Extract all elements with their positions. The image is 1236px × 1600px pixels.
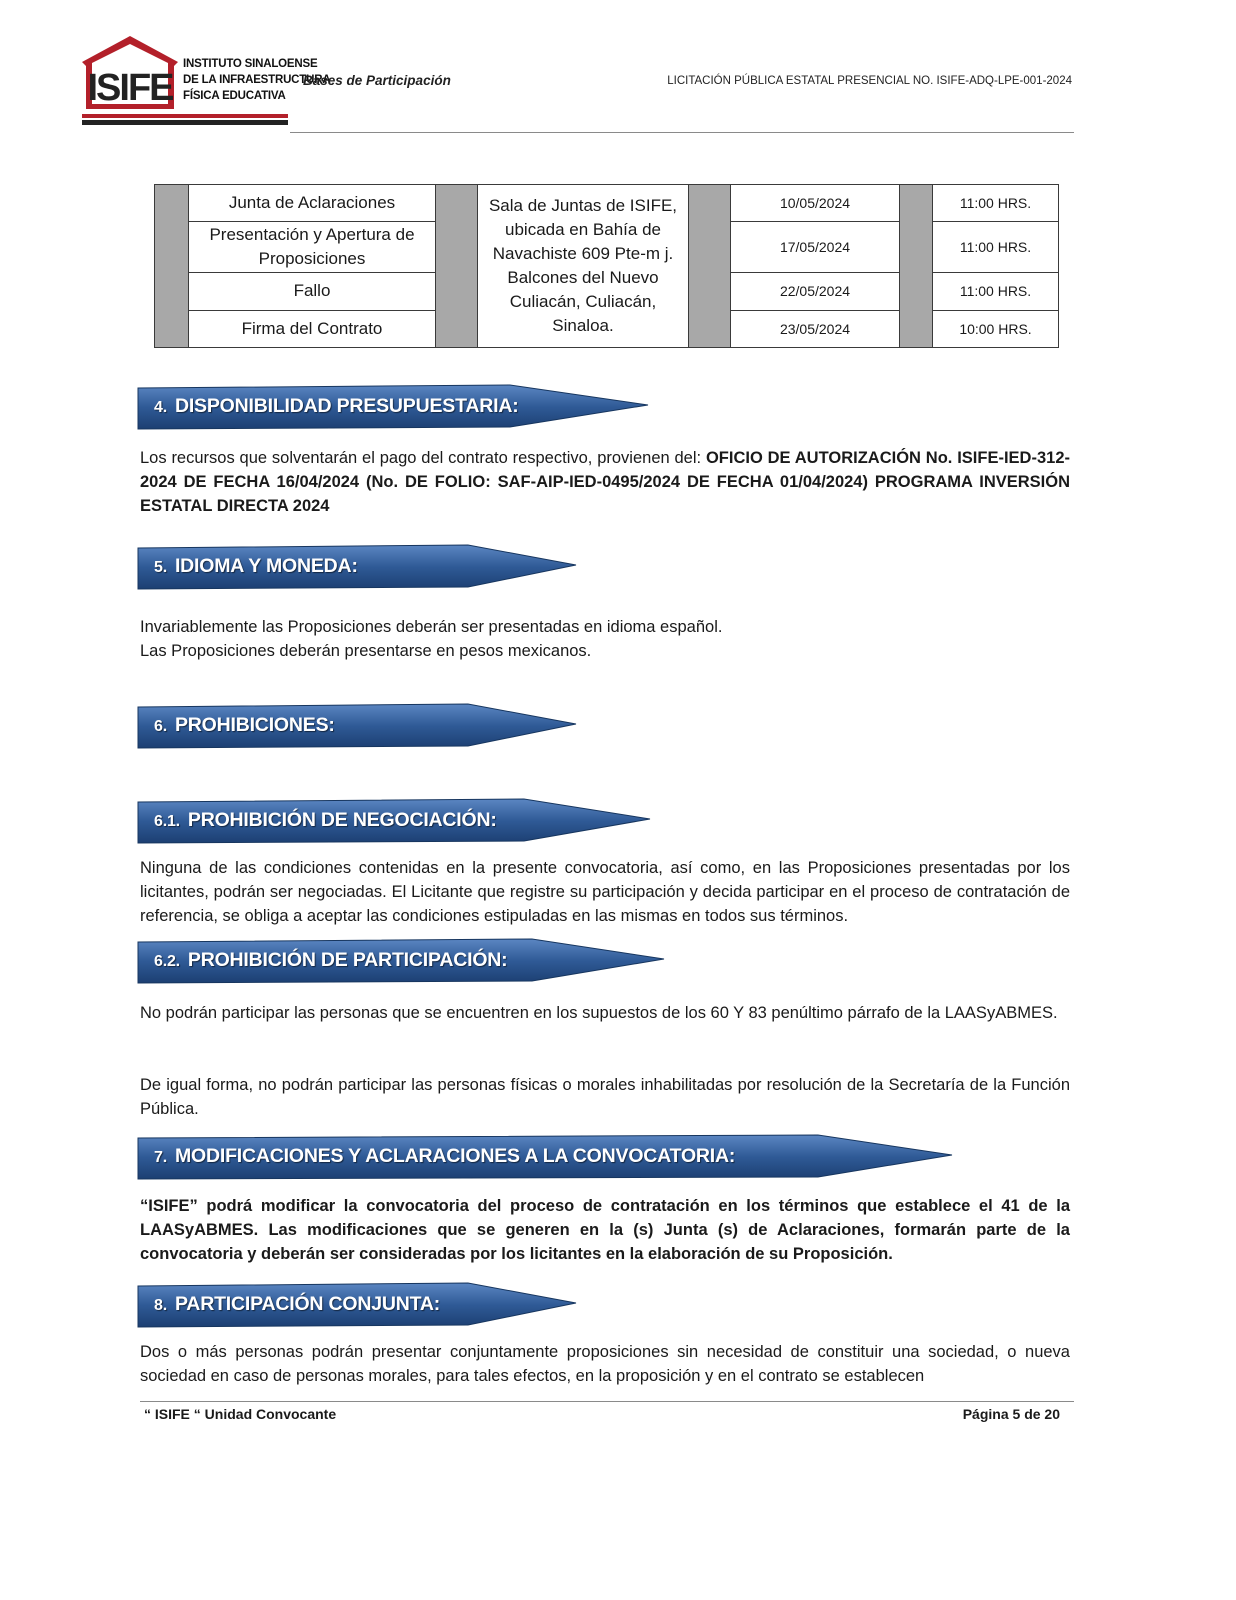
- header-tender-number: LICITACIÓN PÚBLICA ESTATAL PRESENCIAL NO. ISIFE-ADQ-LPE-001-2024: [667, 75, 1072, 87]
- date-cell: 17/05/2024: [731, 222, 900, 272]
- header-rule: [290, 132, 1074, 133]
- section-banner-6: 6. PROHIBICIONES:: [138, 704, 578, 752]
- time-cell: 10:00 HRS.: [933, 310, 1059, 347]
- section-banner-7: 7. MODIFICACIONES Y ACLARACIONES A LA CONVOCATORIA:: [138, 1135, 954, 1183]
- event-cell: Firma del Contrato: [189, 310, 436, 347]
- paragraph-no-participation-1: No podrán participar las personas que se encuentren en los supuestos de los 60 Y 83 penúltimo párrafo de la LAASyABMES.: [140, 1004, 1058, 1022]
- location-cell: Sala de Juntas de ISIFE, ubicada en Bahía de Navachiste 609 Pte-m j. Balcones del Nuevo Culiacán, Culiacán, Sinaloa.: [478, 185, 689, 348]
- header-subtitle: Bases de Participación: [303, 73, 451, 88]
- section-banner-8: 8. PARTICIPACIÓN CONJUNTA:: [138, 1283, 578, 1331]
- footer-rule: [140, 1401, 1074, 1402]
- section-banner-4: 4. DISPONIBILIDAD PRESUPUESTARIA:: [138, 385, 650, 433]
- table-row: [155, 185, 1059, 222]
- section-banner-5: 5. IDIOMA Y MONEDA:: [138, 545, 578, 593]
- paragraph-joint-participation: Dos o más personas podrán presentar conjuntamente proposiciones sin necesidad de constituir una sociedad, o nueva sociedad en caso de personas morales, para tales efectos, en la proposición y en el contrato se establecen: [140, 1343, 1070, 1385]
- page-number: Página 5 de 20: [962, 1406, 1060, 1422]
- section-banner-6-2: 6.2. PROHIBICIÓN DE PARTICIPACIÓN:: [138, 939, 666, 987]
- event-cell: Presentación y Apertura de Proposiciones: [189, 222, 436, 272]
- date-cell: 23/05/2024: [731, 310, 900, 347]
- event-cell: Fallo: [189, 272, 436, 310]
- logo-wordmark: ISIFE: [87, 67, 173, 109]
- section-banner-6-1: 6.1. PROHIBICIÓN DE NEGOCIACIÓN:: [138, 799, 652, 847]
- date-cell: 22/05/2024: [731, 272, 900, 310]
- paragraph-modifications: “ISIFE” podrá modificar la convocatoria del proceso de contratación en los términos que establece el 41 de la LAASyABMES. Las modificaciones que se generen en la (s) Junta (s) de Aclaraciones, formarán parte de la convocatoria y deberán ser consideradas por los licitantes en la elaboración de su Proposición.: [140, 1197, 1070, 1263]
- event-cell: Junta de Aclaraciones: [189, 185, 436, 222]
- paragraph-no-participation-2: De igual forma, no podrán participar las personas físicas o morales inhabilitadas por resolución de la Secretaría de la Función Pública.: [140, 1076, 1070, 1118]
- schedule-table: [154, 184, 1059, 348]
- footer-unit: “ ISIFE “ Unidad Convocante: [144, 1406, 337, 1422]
- logo-org-name: INSTITUTO SINALOENSE DE LA INFRAESTRUCTURA FÍSICA EDUCATIVA: [183, 58, 331, 102]
- date-cell: 10/05/2024: [731, 185, 900, 222]
- paragraph-no-negotiation: Ninguna de las condiciones contenidas en la presente convocatoria, así como, en las Proposiciones presentadas por los licitantes, podrán ser negociadas. El Licitante que registre su participación y decida participar en el proceso de contratación de referencia, se obliga a aceptar las condiciones estipuladas en las mismas en todos sus términos.: [140, 859, 1070, 925]
- time-cell: 11:00 HRS.: [933, 272, 1059, 310]
- time-cell: 11:00 HRS.: [933, 222, 1059, 272]
- paragraph-language-currency: Invariablemente las Proposiciones deberán ser presentadas en idioma español. Las Proposiciones deberán presentarse en pesos mexicanos.: [140, 618, 723, 660]
- paragraph-budget: Los recursos que solventarán el pago del contrato respectivo, provienen del: OFICIO DE AUTORIZACIÓN No. ISIFE-IED-312-2024 DE FECHA 16/04/2024 (No. DE FOLIO: SAF-AIP-IED-0495/2024 DE FECHA 01/04/2024) PROGRAMA INVERSIÓN ESTATAL DIRECTA 2024: [140, 449, 1070, 515]
- time-cell: 11:00 HRS.: [933, 185, 1059, 222]
